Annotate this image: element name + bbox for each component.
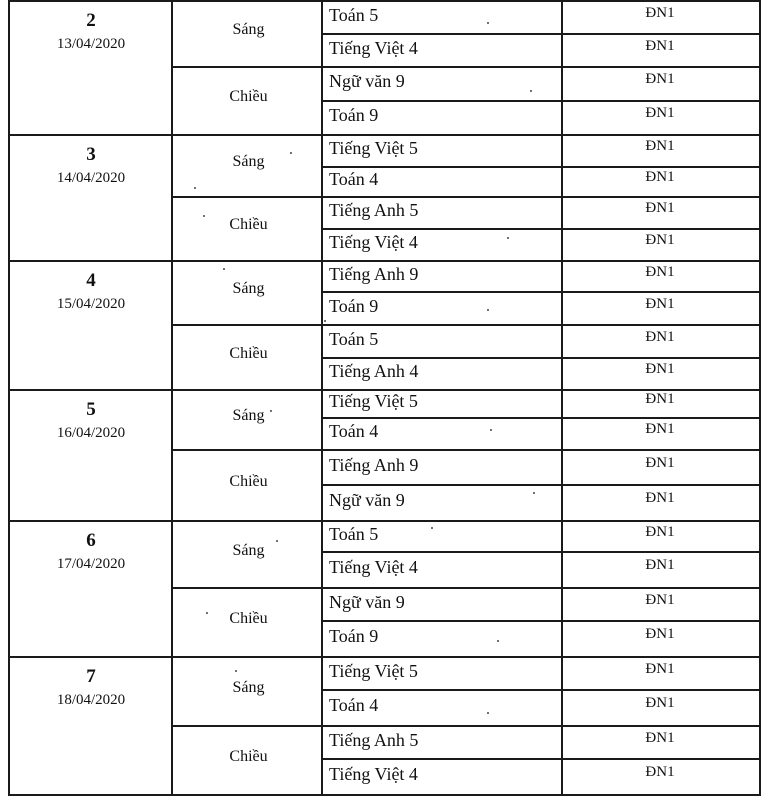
session-separator bbox=[171, 66, 761, 68]
session-separator bbox=[171, 587, 761, 589]
room-code: ĐN1 bbox=[645, 523, 675, 540]
room-code: ĐN1 bbox=[645, 490, 675, 506]
session-label: Chiều bbox=[229, 216, 268, 233]
room-code: ĐN1 bbox=[645, 71, 675, 87]
subject-name: Tiếng Anh 5 bbox=[329, 200, 419, 220]
scan-speck bbox=[194, 187, 196, 189]
subject-row-separator bbox=[321, 689, 761, 691]
room-code: ĐN1 bbox=[645, 764, 675, 780]
subject-row-separator bbox=[321, 166, 761, 168]
subject-name: Toán 5 bbox=[329, 4, 379, 25]
scan-speck bbox=[533, 492, 535, 494]
scan-speck bbox=[487, 309, 489, 311]
subject-name: Toán 4 bbox=[329, 169, 379, 189]
session-label: Sáng bbox=[232, 280, 265, 297]
room-code: ĐN1 bbox=[645, 421, 675, 437]
room-code: ĐN1 bbox=[645, 263, 675, 280]
room-code: ĐN1 bbox=[645, 105, 675, 121]
room-code: ĐN1 bbox=[645, 138, 675, 154]
session-label: Sáng bbox=[232, 407, 265, 424]
subject-name: Tiếng Việt 5 bbox=[329, 391, 418, 411]
day-separator bbox=[8, 794, 761, 796]
room-code: ĐN1 bbox=[645, 37, 675, 54]
room-code: ĐN1 bbox=[645, 591, 675, 608]
subject-name: Tiếng Anh 5 bbox=[329, 729, 419, 750]
scan-speck bbox=[235, 670, 237, 672]
scan-speck bbox=[276, 540, 278, 542]
table-border-right bbox=[759, 0, 761, 796]
day-separator bbox=[8, 260, 761, 262]
day-date: 13/04/2020 bbox=[56, 36, 126, 52]
session-label: Chiều bbox=[229, 609, 268, 627]
day-separator bbox=[8, 656, 761, 658]
subject-name: Tiếng Việt 4 bbox=[329, 764, 418, 784]
session-separator bbox=[171, 449, 761, 451]
subject-name: Toán 4 bbox=[329, 695, 379, 715]
subject-name: Toán 4 bbox=[329, 421, 379, 441]
session-label: Sáng bbox=[232, 678, 265, 696]
scan-speck bbox=[530, 90, 532, 92]
scan-speck bbox=[490, 429, 492, 431]
session-label: Sáng bbox=[232, 21, 265, 38]
room-code: ĐN1 bbox=[645, 232, 675, 248]
session-label: Sáng bbox=[232, 153, 265, 170]
session-label: Sáng bbox=[232, 541, 265, 559]
subject-row-separator bbox=[321, 620, 761, 622]
subject-row-separator bbox=[321, 100, 761, 102]
session-label: Chiều bbox=[229, 344, 268, 362]
subject-row-separator bbox=[321, 417, 761, 419]
day-date: 16/04/2020 bbox=[56, 425, 126, 441]
scan-speck bbox=[223, 268, 225, 270]
day-date: 14/04/2020 bbox=[56, 170, 126, 186]
scan-speck bbox=[487, 22, 489, 24]
scan-speck bbox=[507, 237, 509, 239]
subject-name: Tiếng Việt 5 bbox=[329, 660, 418, 681]
day-number: 5 bbox=[86, 399, 96, 420]
column-divider-session bbox=[321, 0, 323, 796]
session-label: Chiều bbox=[229, 747, 268, 765]
day-date: 15/04/2020 bbox=[56, 296, 126, 312]
subject-name: Ngữ văn 9 bbox=[329, 591, 405, 612]
room-code: ĐN1 bbox=[645, 626, 675, 642]
session-separator bbox=[171, 196, 761, 198]
day-separator bbox=[8, 0, 761, 2]
subject-name: Tiếng Việt 4 bbox=[329, 232, 418, 252]
day-number: 4 bbox=[86, 270, 96, 291]
subject-name: Toán 9 bbox=[329, 626, 379, 646]
scan-speck bbox=[206, 612, 208, 614]
subject-row-separator bbox=[321, 357, 761, 359]
room-code: ĐN1 bbox=[645, 328, 675, 345]
scan-speck bbox=[497, 640, 499, 642]
subject-name: Tiếng Việt 4 bbox=[329, 557, 418, 577]
session-separator bbox=[171, 324, 761, 326]
room-code: ĐN1 bbox=[645, 729, 675, 746]
subject-row-separator bbox=[321, 291, 761, 293]
subject-name: Ngữ văn 9 bbox=[329, 71, 405, 91]
room-code: ĐN1 bbox=[645, 200, 675, 216]
subject-name: Toán 5 bbox=[329, 328, 379, 349]
subject-name: Toán 9 bbox=[329, 295, 379, 316]
subject-name: Tiếng Việt 4 bbox=[329, 37, 418, 58]
day-number: 6 bbox=[86, 530, 96, 551]
room-code: ĐN1 bbox=[645, 295, 675, 312]
room-code: ĐN1 bbox=[645, 695, 675, 711]
session-separator bbox=[171, 725, 761, 727]
room-code: ĐN1 bbox=[645, 454, 675, 471]
day-separator bbox=[8, 134, 761, 136]
day-date: 18/04/2020 bbox=[56, 692, 126, 708]
scan-speck bbox=[431, 527, 433, 529]
subject-name: Toán 9 bbox=[329, 105, 379, 125]
scan-speck bbox=[270, 410, 272, 412]
scan-speck bbox=[290, 152, 292, 154]
day-number: 3 bbox=[86, 144, 96, 165]
session-label: Chiều bbox=[229, 88, 268, 105]
room-code: ĐN1 bbox=[645, 660, 675, 677]
subject-row-separator bbox=[321, 33, 761, 35]
scan-speck bbox=[203, 215, 205, 217]
scan-speck bbox=[487, 712, 489, 714]
day-date: 17/04/2020 bbox=[56, 556, 126, 572]
scan-speck bbox=[324, 320, 326, 322]
subject-name: Tiếng Việt 5 bbox=[329, 138, 418, 158]
room-code: ĐN1 bbox=[645, 169, 675, 185]
subject-row-separator bbox=[321, 758, 761, 760]
subject-name: Toán 5 bbox=[329, 523, 379, 544]
subject-name: Tiếng Anh 9 bbox=[329, 454, 419, 475]
subject-row-separator bbox=[321, 484, 761, 486]
subject-name: Ngữ văn 9 bbox=[329, 490, 405, 510]
room-code: ĐN1 bbox=[645, 361, 675, 377]
day-number: 2 bbox=[86, 10, 96, 31]
room-code: ĐN1 bbox=[645, 4, 675, 21]
subject-name: Tiếng Anh 9 bbox=[329, 263, 419, 284]
day-separator bbox=[8, 520, 761, 522]
subject-name: Tiếng Anh 4 bbox=[329, 361, 419, 381]
subject-row-separator bbox=[321, 228, 761, 230]
day-number: 7 bbox=[86, 666, 96, 687]
room-code: ĐN1 bbox=[645, 557, 675, 573]
subject-row-separator bbox=[321, 551, 761, 553]
session-label: Chiều bbox=[229, 472, 268, 490]
room-code: ĐN1 bbox=[645, 391, 675, 407]
